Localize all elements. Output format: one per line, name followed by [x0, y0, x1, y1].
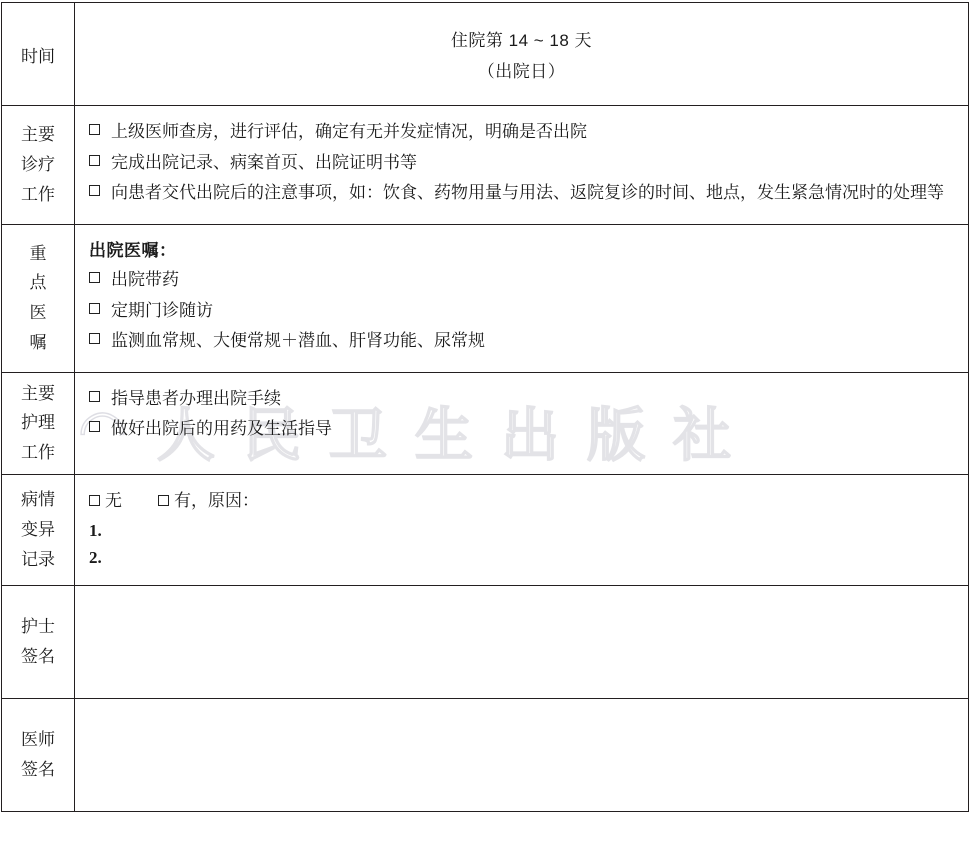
row-label-line: 护士	[21, 617, 55, 637]
variance-option-yes-label: 有，原因：	[174, 490, 259, 510]
row-label-line: 病情	[21, 490, 55, 510]
variance-reason-2[interactable]: 2.	[89, 547, 102, 567]
cell-variance-record	[75, 474, 969, 585]
watermark-char: 民	[242, 403, 303, 468]
variance-options	[89, 487, 954, 515]
row-label-line: 记录	[21, 549, 55, 569]
table-row	[2, 106, 969, 225]
list-item-label: 定期门诊随访	[111, 300, 213, 320]
row-label-line: 点	[29, 273, 47, 293]
checkbox-icon[interactable]	[89, 124, 100, 135]
checkbox-icon[interactable]	[89, 185, 100, 196]
checkbox-icon[interactable]	[89, 272, 100, 283]
variance-option-none-label: 无	[105, 490, 122, 510]
watermark-char: 生	[414, 403, 475, 468]
list-item[interactable]	[89, 385, 954, 413]
table-row	[2, 224, 969, 372]
row-label-line: 签名	[21, 759, 55, 779]
list-item-label: 出院带药	[111, 270, 179, 290]
list-item[interactable]	[89, 149, 954, 177]
table-row	[2, 698, 969, 811]
row-label-line: 工作	[21, 443, 55, 463]
table-row	[2, 585, 969, 698]
cell-main-treatment	[75, 106, 969, 225]
checklist-main-treatment	[89, 118, 954, 207]
header-stay-subtitle: （出院日）	[477, 62, 566, 81]
list-item[interactable]	[89, 118, 954, 146]
checkbox-icon[interactable]	[89, 391, 100, 402]
clinical-pathway-table	[1, 2, 969, 812]
checkbox-icon[interactable]	[89, 155, 100, 166]
list-item[interactable]	[89, 266, 954, 294]
row-label-main-treatment	[2, 106, 75, 225]
list-item[interactable]	[89, 327, 954, 355]
row-label-line: 签名	[21, 646, 55, 666]
row-label-variance-record	[2, 474, 75, 585]
list-item-label: 监测血常规、大便常规＋潜血、肝肾功能、尿常规	[111, 331, 485, 351]
row-label-line: 变异	[21, 520, 55, 540]
row-label-line: 重	[29, 243, 47, 263]
list-item-label: 完成出院记录、病案首页、出院证明书等	[111, 152, 417, 172]
row-label-line: 主要	[21, 383, 55, 403]
variance-reason-1[interactable]: 1.	[89, 520, 102, 540]
checkbox-icon[interactable]	[89, 421, 100, 432]
row-label-nurse-signature	[2, 585, 75, 698]
list-item-label: 向患者交代出院后的注意事项，如：饮食、药物用量与用法、返院复诊的时间、地点，发生紧急情况时的处理等	[111, 183, 944, 203]
nurse-signature-field[interactable]	[75, 585, 969, 698]
watermark-char: 出	[500, 403, 561, 468]
row-label-key-orders	[2, 224, 75, 372]
variance-option-yes[interactable]	[158, 487, 259, 515]
clinical-pathway-table-page	[0, 2, 970, 858]
watermark-char: 社	[672, 403, 733, 468]
watermark-char: 版	[586, 403, 647, 468]
row-label-line: 护理	[21, 413, 55, 433]
list-item[interactable]	[89, 415, 954, 443]
doctor-signature-field[interactable]	[75, 698, 969, 811]
table-header-row	[2, 3, 969, 106]
row-label-line: 嘱	[29, 332, 47, 352]
header-time-label: 时间	[2, 3, 75, 106]
header-stay-title: 住院第 14 ~ 18 天	[450, 31, 593, 50]
row-label-line: 医	[29, 303, 47, 323]
seal-icon: ◠	[78, 399, 127, 462]
variance-option-none[interactable]	[89, 487, 122, 515]
checkbox-icon[interactable]	[89, 333, 100, 344]
discharge-orders-title: 出院医嘱：	[89, 240, 177, 260]
row-label-line: 主要	[21, 125, 55, 145]
list-item-label: 上级医师查房，进行评估，确定有无并发症情况，明确是否出院	[111, 122, 587, 141]
table-row	[2, 372, 969, 474]
watermark-char: 卫	[328, 403, 389, 468]
checkbox-icon[interactable]	[158, 495, 169, 506]
header-stay-period	[75, 3, 969, 106]
row-label-line: 医师	[21, 730, 55, 750]
list-item[interactable]	[89, 297, 954, 325]
cell-main-nursing	[75, 372, 969, 474]
list-item-label: 指导患者办理出院手续	[111, 388, 281, 408]
checkbox-icon[interactable]	[89, 495, 100, 506]
row-label-line: 诊疗	[21, 154, 55, 174]
row-label-doctor-signature	[2, 698, 75, 811]
table-row	[2, 474, 969, 585]
list-item[interactable]	[89, 179, 954, 207]
row-label-line: 工作	[21, 184, 55, 204]
checklist-key-orders	[89, 266, 954, 355]
list-item-label: 做好出院后的用药及生活指导	[111, 419, 332, 439]
cell-key-orders	[75, 224, 969, 372]
checklist-main-nursing	[89, 385, 954, 443]
watermark-char: 人	[156, 403, 217, 468]
row-label-main-nursing	[2, 372, 75, 474]
checkbox-icon[interactable]	[89, 303, 100, 314]
